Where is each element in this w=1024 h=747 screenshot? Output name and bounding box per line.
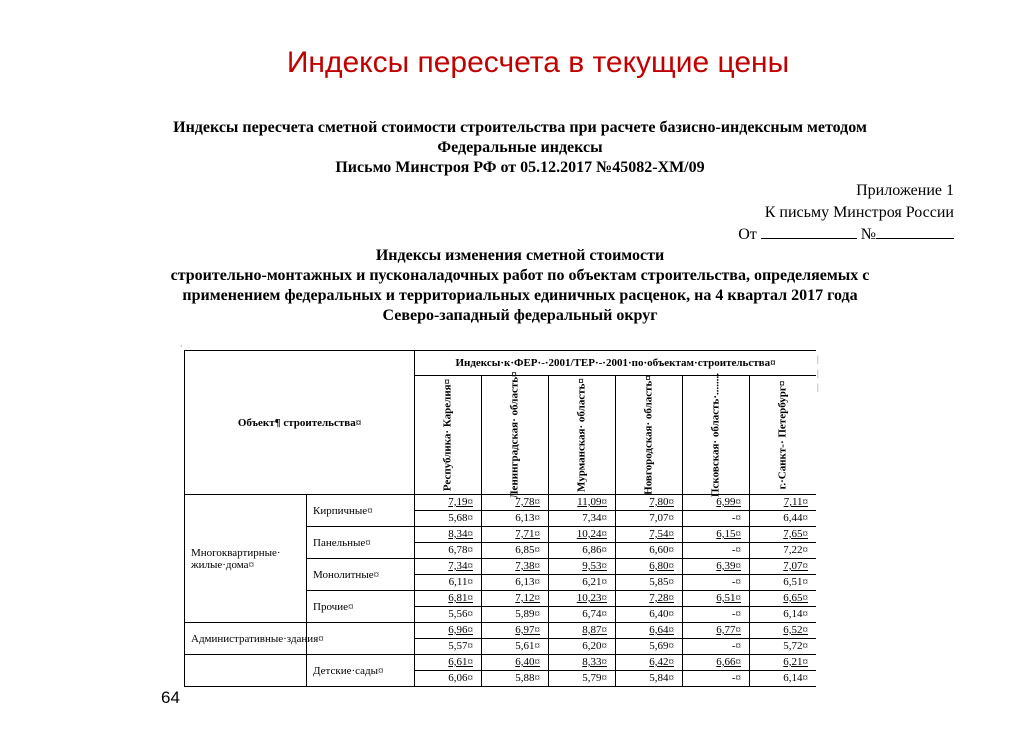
index-value-cell: 6,21¤ [750, 655, 816, 671]
index-value-cell: -¤ [683, 671, 750, 687]
index-value-cell: 6,14¤ [750, 607, 816, 623]
region-label: Ленинградская· область¤ [508, 371, 521, 499]
page-number: 64 [161, 688, 180, 707]
index-value-cell: 6,81¤ [415, 591, 482, 607]
index-value-cell: 8,33¤ [549, 655, 616, 671]
index-value-cell: 5,85¤ [616, 575, 683, 591]
index-value-cell: 5,84¤ [616, 671, 683, 687]
index-value-cell: 6,40¤ [616, 607, 683, 623]
indices-table [184, 350, 816, 687]
heading-line-1: Индексы пересчета сметной стоимости строительства при расчете базисно-индексным методом [173, 119, 867, 136]
index-value-cell: 6,51¤ [750, 575, 816, 591]
object-subtype-label: Детские·сады¤ [307, 655, 415, 687]
index-value-cell: 6,39¤ [683, 559, 750, 575]
index-value-cell: 7,71¤ [482, 527, 549, 543]
index-value-cell: 7,80¤ [616, 495, 683, 511]
index-value-cell: 7,28¤ [616, 591, 683, 607]
index-value-cell: 6,85¤ [482, 543, 549, 559]
indices-table-wrapper [184, 350, 816, 687]
index-value-cell: 6,77¤ [683, 623, 750, 639]
index-value-cell: 7,11¤ [750, 495, 816, 511]
index-value-cell: 7,12¤ [482, 591, 549, 607]
index-value-cell: 6,15¤ [683, 527, 750, 543]
object-group-label: Административные·здания¤ [185, 623, 307, 655]
index-value-cell: -¤ [683, 511, 750, 527]
appendix-line-3 [738, 224, 954, 246]
slide-title: Индексы пересчета в текущие цены [286, 46, 790, 79]
region-header [415, 376, 482, 495]
table-subheading [60, 246, 980, 326]
index-value-cell: 8,87¤ [549, 623, 616, 639]
subheading-line-4: Северо-западный федеральный округ [382, 307, 658, 324]
index-value-cell: 5,89¤ [482, 607, 549, 623]
index-value-cell: 6,61¤ [415, 655, 482, 671]
index-value-cell: 5,56¤ [415, 607, 482, 623]
heading-line-3: Письмо Минстроя РФ от 05.12.2017 №45082-ХМ/09 [335, 159, 705, 176]
index-value-cell: 7,34¤ [549, 511, 616, 527]
indices-header: Индексы·к·ФЕР·-·2001/ТЕР·-·2001·по·объектам·строительства¤ [415, 351, 816, 376]
index-value-cell: 7,22¤ [750, 543, 816, 559]
index-value-cell: 7,34¤ [415, 559, 482, 575]
table-edge-marks: | | | [817, 354, 819, 392]
number-blank [876, 224, 954, 239]
object-subtype-label: Монолитные¤ [307, 559, 415, 591]
index-value-cell: 6,42¤ [616, 655, 683, 671]
index-value-cell: 6,51¤ [683, 591, 750, 607]
date-blank [761, 224, 857, 239]
index-value-cell: 5,69¤ [616, 639, 683, 655]
index-value-cell: 6,52¤ [750, 623, 816, 639]
index-value-cell: 6,20¤ [549, 639, 616, 655]
index-value-cell: 5,88¤ [482, 671, 549, 687]
object-header: Объект¶ строительства¤ [185, 351, 415, 495]
index-value-cell: 6,99¤ [683, 495, 750, 511]
region-header [616, 376, 683, 495]
table-row [185, 623, 817, 639]
index-value-cell: 6,21¤ [549, 575, 616, 591]
margin-dot: · [180, 342, 183, 351]
index-value-cell: 6,11¤ [415, 575, 482, 591]
index-value-cell: 6,14¤ [750, 671, 816, 687]
appendix-number-label: № [860, 226, 876, 243]
index-value-cell: 6,74¤ [549, 607, 616, 623]
index-value-cell: 6,86¤ [549, 543, 616, 559]
appendix-date-label: От [738, 226, 757, 243]
region-label: Новгородская· область¤ [642, 375, 655, 495]
index-value-cell: 5,57¤ [415, 639, 482, 655]
object-subtype-label: Прочие¤ [307, 591, 415, 623]
index-value-cell: 7,07¤ [616, 511, 683, 527]
index-value-cell: 7,54¤ [616, 527, 683, 543]
index-value-cell: 6,06¤ [415, 671, 482, 687]
region-header [549, 376, 616, 495]
index-value-cell: -¤ [683, 543, 750, 559]
document-heading [60, 118, 980, 178]
index-value-cell: 6,60¤ [616, 543, 683, 559]
index-value-cell: 6,80¤ [616, 559, 683, 575]
object-group-label [185, 655, 307, 687]
object-subtype-label: Панельные¤ [307, 527, 415, 559]
region-header [750, 376, 816, 495]
index-value-cell: 9,53¤ [549, 559, 616, 575]
index-value-cell: 5,72¤ [750, 639, 816, 655]
subheading-line-1: Индексы изменения сметной стоимости [375, 247, 665, 264]
index-value-cell: 5,79¤ [549, 671, 616, 687]
object-group-label: Многоквартирные· жилые·дома¤ [185, 495, 307, 623]
index-value-cell: 10,23¤ [549, 591, 616, 607]
index-value-cell: 6,44¤ [750, 511, 816, 527]
heading-line-2: Федеральные индексы [437, 139, 603, 156]
index-value-cell: 6,97¤ [482, 623, 549, 639]
index-value-cell: 7,78¤ [482, 495, 549, 511]
subheading-line-3: применением федеральных и территориальных единичных расценок, на 4 квартал 2017 года [182, 287, 858, 304]
index-value-cell: 6,96¤ [415, 623, 482, 639]
index-value-cell: 10,24¤ [549, 527, 616, 543]
index-value-cell: -¤ [683, 607, 750, 623]
table-body [185, 495, 817, 687]
index-value-cell: 6,65¤ [750, 591, 816, 607]
index-value-cell: 5,68¤ [415, 511, 482, 527]
table-row [185, 655, 817, 671]
index-value-cell: -¤ [683, 575, 750, 591]
subheading-line-2: строительно-монтажных и пусконаладочных работ по объектам строительства, определяемых с [170, 267, 870, 284]
index-value-cell: 7,19¤ [415, 495, 482, 511]
object-subtype-label: Кирпичные¤ [307, 495, 415, 527]
index-value-cell: 6,64¤ [616, 623, 683, 639]
index-value-cell: 5,61¤ [482, 639, 549, 655]
region-header [683, 372, 750, 498]
region-label: Мурманская· область¤ [575, 378, 588, 492]
appendix-line-2: К письму Минстроя России [764, 204, 954, 221]
region-label: Республика· Карелия¤ [441, 378, 454, 492]
index-value-cell: 6,13¤ [482, 575, 549, 591]
index-value-cell: 7,65¤ [750, 527, 816, 543]
index-value-cell: -¤ [683, 639, 750, 655]
region-header [482, 371, 549, 499]
index-value-cell: 11,09¤ [549, 495, 616, 511]
index-value-cell: 7,07¤ [750, 559, 816, 575]
index-value-cell: 6,78¤ [415, 543, 482, 559]
region-label: Псковская· область·........ [709, 372, 722, 498]
region-label: г.·Санкт-· Петербург¤ [776, 380, 789, 490]
appendix-line-1: Приложение 1 [856, 182, 954, 199]
index-value-cell: 6,40¤ [482, 655, 549, 671]
appendix-block [738, 180, 954, 246]
index-value-cell: 7,38¤ [482, 559, 549, 575]
index-value-cell: 6,66¤ [683, 655, 750, 671]
index-value-cell: 6,13¤ [482, 511, 549, 527]
index-value-cell: 8,34¤ [415, 527, 482, 543]
